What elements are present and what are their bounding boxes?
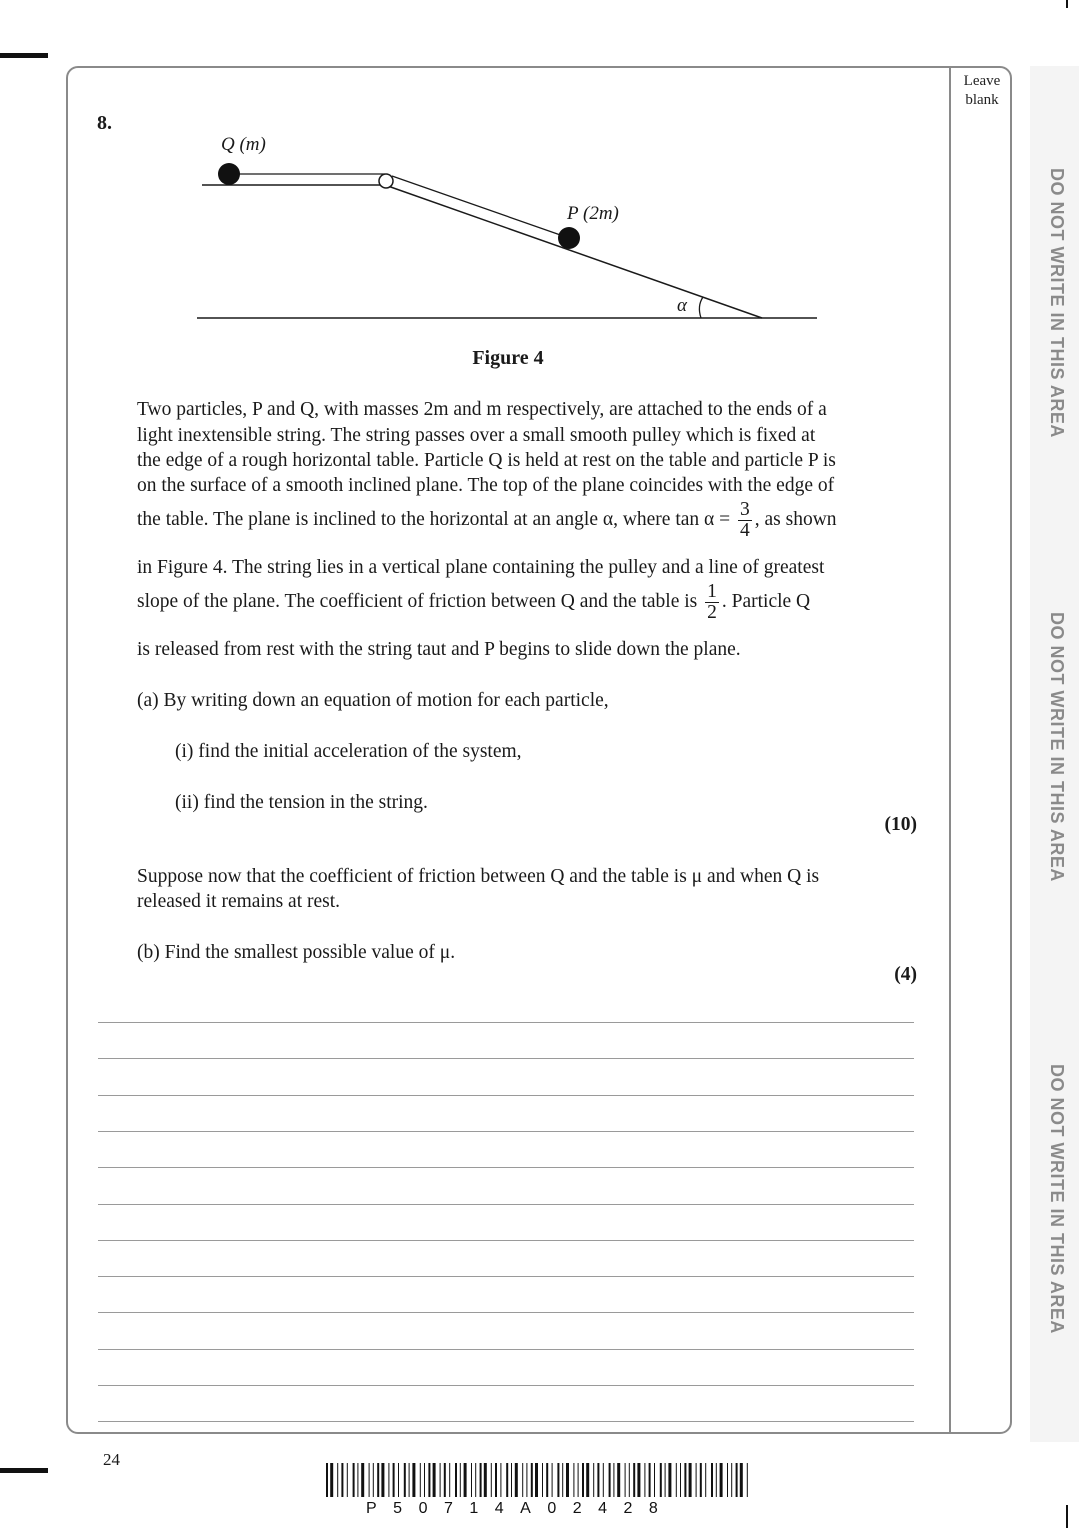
tan-line-end: , as shown xyxy=(754,508,837,530)
suppose-line-2: released it remains at rest. xyxy=(137,891,341,912)
part-a-i: (i) find the initial acceleration of the system, xyxy=(175,741,522,762)
release-line: is released from rest with the string taut and P begins to slide down the plane. xyxy=(137,639,741,660)
do-not-write-warning-1: DO NOT WRITE IN THIS AREA xyxy=(1047,168,1067,438)
leave-blank-label: Leave blank xyxy=(963,73,1001,108)
question-number: 8. xyxy=(97,112,112,134)
registration-mark-bottom-right xyxy=(1066,1505,1068,1528)
label-alpha: α xyxy=(677,295,687,316)
label-p: P (2m) xyxy=(567,203,619,224)
friction-fraction: $\frac{1}{2}$ xyxy=(707,581,717,623)
part-a: (a) By writing down an equation of motion for each particle, xyxy=(137,690,609,711)
marks-part-a: (10) xyxy=(884,814,917,835)
intro-line-2: light inextensible string. The string passes over a small smooth pulley which is fixed at xyxy=(137,425,816,446)
registration-mark-top-right xyxy=(1066,0,1068,8)
do-not-write-warning-3: DO NOT WRITE IN THIS AREA xyxy=(1047,1064,1067,1334)
part-a-ii: (ii) find the tension in the string. xyxy=(175,792,428,813)
intro-line-3: the edge of a rough horizontal table. Particle Q is held at rest on the table and particle P is xyxy=(137,450,836,471)
friction-line-end: . Particle Q xyxy=(721,590,811,612)
figure-caption: Figure 4 xyxy=(472,347,544,369)
friction-line-text: slope of the plane. The coefficient of friction between Q and the table is xyxy=(137,590,698,612)
intro-line-4: on the surface of a smooth inclined plane. The top of the plane coincides with the edge of xyxy=(137,475,835,496)
tan-fraction: $\frac{3}{4}$ xyxy=(740,499,750,541)
part-b: (b) Find the smallest possible value of μ. xyxy=(137,942,456,963)
tan-line-text: the table. The plane is inclined to the horizontal at an angle α, where tan α = xyxy=(137,508,731,530)
intro-line-1: Two particles, P and Q, with masses 2m and m respectively, are attached to the ends of a xyxy=(137,399,827,420)
barcode-text: P50714A02428 xyxy=(366,1500,675,1517)
suppose-line-1: Suppose now that the coefficient of friction between Q and the table is μ and when Q is xyxy=(137,866,820,887)
figure-reference-line: in Figure 4. The string lies in a vertical plane containing the pulley and a line of greatest xyxy=(137,557,825,578)
marks-part-b: (4) xyxy=(894,964,917,985)
do-not-write-warning-2: DO NOT WRITE IN THIS AREA xyxy=(1047,612,1067,882)
label-q: Q (m) xyxy=(221,134,266,155)
page-number: 24 xyxy=(103,1450,120,1469)
